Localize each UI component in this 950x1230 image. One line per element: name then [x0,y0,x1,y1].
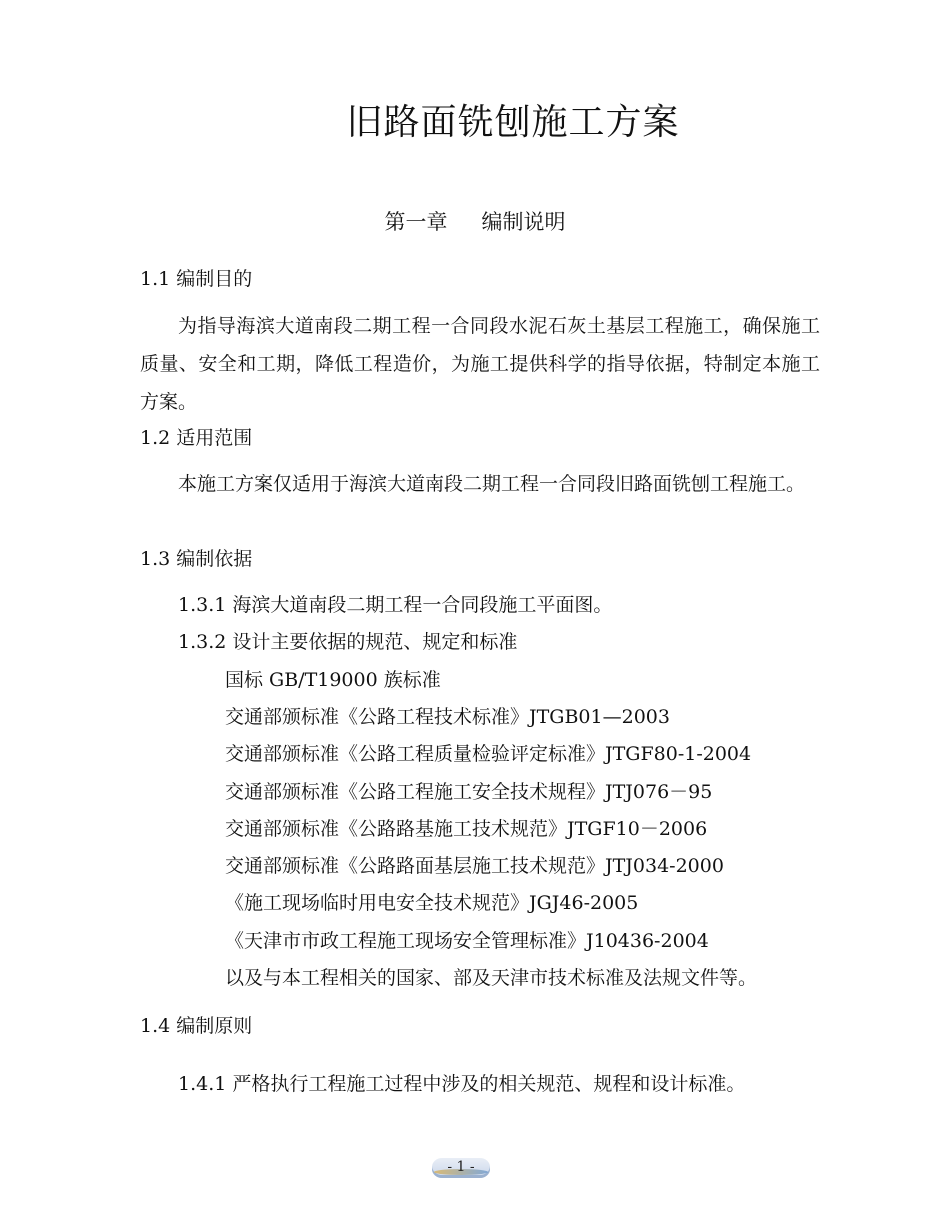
standard-item: 交通部颁标准《公路工程施工安全技术规程》JTJ076－95 [225,781,713,803]
section-1-2-paragraph: 本施工方案仅适用于海滨大道南段二期工程一合同段旧路面铣刨工程施工。 [178,473,806,495]
standard-item: 《施工现场临时用电安全技术规范》JGJ46-2005 [225,892,639,914]
standard-item: 交通部颁标准《公路路面基层施工技术规范》JTJ034-2000 [225,855,724,877]
section-1-1-paragraph: 为指导海滨大道南段二期工程一合同段水泥石灰土基层工程施工，确保施工质量、安全和工期，降低工程造价，为施工提供科学的指导依据，特制定本施工方案。 [140,315,820,413]
section-heading-1-2: 1.2 适用范围 [140,427,253,449]
standard-item: 交通部颁标准《公路工程技术标准》JTGB01—2003 [225,706,670,728]
section-1-3-2-item: 1.3.2 设计主要依据的规范、规定和标准 [178,631,518,653]
standard-item: 交通部颁标准《公路工程质量检验评定标准》JTGF80-1-2004 [225,743,752,765]
chapter-label: 第一章 [384,210,448,234]
standard-item: 以及与本工程相关的国家、部及天津市技术标准及法规文件等。 [225,967,758,989]
section-heading-1-3: 1.3 编制依据 [140,548,253,570]
section-1-3-1-item: 1.3.1 海滨大道南段二期工程一合同段施工平面图。 [178,594,613,616]
chapter-name: 编制说明 [481,210,566,234]
page-number: - 1 - [447,1159,475,1175]
standard-item: 交通部颁标准《公路路基施工技术规范》JTGF10－2006 [225,818,708,840]
page-number-badge [432,1158,490,1178]
document-title: 旧路面铣刨施工方案 [346,102,680,143]
chapter-heading [0,206,950,236]
section-heading-1-4: 1.4 编制原则 [140,1015,253,1037]
standard-item: 国标 GB/T19000 族标准 [225,669,441,691]
section-heading-1-1: 1.1 编制目的 [140,268,253,290]
section-1-4-1-item: 1.4.1 严格执行工程施工过程中涉及的相关规范、规程和设计标准。 [178,1073,746,1095]
standard-item: 《天津市市政工程施工现场安全管理标准》J10436-2004 [225,930,709,952]
